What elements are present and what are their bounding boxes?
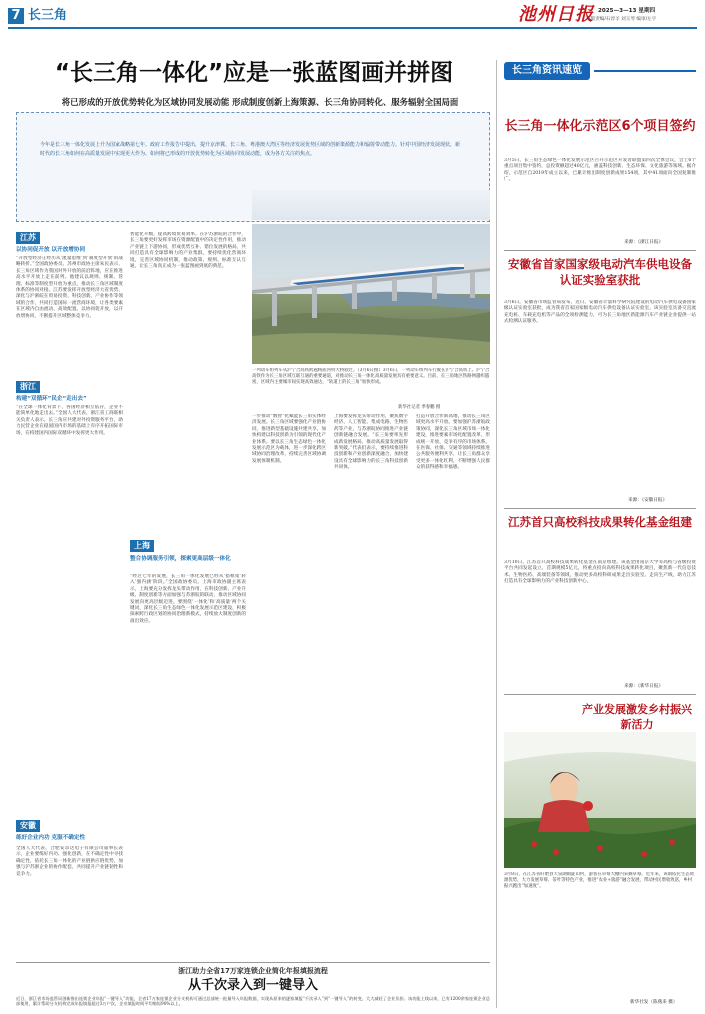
tag-anhui-sub: 练好企业内功 克服不确定性 — [16, 835, 86, 841]
col1-text3: 全国人大代表、合肥安奈达电子有限公司董事长表示，企业要练好内功、强化创新，在不确定性中寻找确定性，依托长三角一体化的产业链供应链优势，加强与沪苏浙企业的协作配套，共同提升产业链韧性和竞争力。 — [16, 846, 123, 877]
col1-text2: “在全球一体化背景下，各国经济相互依存，企业不能简单化地走出去。”全国人大代表、浙江省工商联相关负责人表示，长三角应共建对外投资服务平台，助力民营企业在稳固国内市场的基础上有序开拓国际市场，在构建国内国际双循环中发挥更大作用。 — [16, 405, 123, 436]
news4-title: 产业发展激发乡村振兴新活力 — [582, 703, 692, 731]
masthead-rule — [8, 27, 697, 29]
sidebar-rule-2 — [504, 508, 696, 509]
photo-caption: 一列动车组列车从沪宁合高铁跨越杨庙河特大桥驶过。（3月6日摄）3月6日，一列动车组列车行驶在沪宁合高铁上。沪宁合高铁作为长三角区域互联互通的重要通道，对推动长三角一体化高质量发展具有重要意义。目前，长三角地区铁路网越织越密，区域内主要城市间实现高效通达，“轨道上的长三角”加快形成。 — [252, 368, 490, 385]
sidebar-header-line — [594, 70, 696, 72]
center-col2: 上海要发挥龙头带动作用，聚焦数字经济、人工智能、集成电路、生物医药等产业，与苏浙皖协同推进产业链创新链融合发展。“长三角要率先形成新发展格局，推动高质量发展取得新突破。”代表们表示，要持续推进科技创新和产业创新深度融合，加快建设具有全球影响力的长三角科技创新共同体。 — [334, 414, 408, 471]
tag-anhui: 安徽 — [16, 820, 40, 832]
center-col1: 一步推动“数智”化赋能长三角实体经济发展。长三角区域要强化产业链协同，推进新型基础设施共建共享，加快构建以科技创新为引领的现代化产业体系。要以长三角生态绿色一体化发展示范区为载体，进一步深化跨区域协同治理改革，持续完善区域协调发展体制机制。 — [252, 414, 326, 464]
tag-zhejiang-sub: 构建“双循环”民企“走出去” — [16, 396, 87, 402]
col1-text: “开放型经济正经历从‘流量思维’到‘制度型开放’的战略转折。”全国政协委员、苏州市政协主席朱民表示，长三角区域作为我国对外开放的前沿阵地，应在推进高水平开放上走在前列。他建议以规则、规制、管理、标准等制度型开放为重点，推动长三角区域制度体系的协同对接。江苏要发挥开放型经济大省优势，深化与沪浙皖在贸易投资、科技创新、产业协作等领域的合作，共同打造国际一流营商环境，让各类要素在区域内自由流动、高效配置。以协同促开放，以开放增协同，不断提升区域整体竞争力。 — [16, 256, 123, 319]
bottom-kicker: 浙江助力全省17万家连锁企业简化年报填报流程 — [178, 967, 328, 975]
news2-credit: 来源：《安徽日报》 — [628, 498, 668, 503]
lead-intro: 今年是长三角一体化发展上升为国家战略第七年。政府工作报告中提出，提升京津冀、长三角、粤港澳大湾区等经济发展优势区域的创新策源能力和辐射带动能力。针对中国经济发展现状，新时代的长三角如何在高质量发展中实现更大作为、如何将已形成的开放优势转化为区域协同发展动能，成为各方关注的焦点。 — [40, 142, 461, 157]
tag-shanghai-sub: 整合协调服务引领，探索更高层级一体化 — [130, 556, 231, 562]
bottom-title: 从千次录入到一键导入 — [187, 978, 318, 993]
center-col3: 打造开放合作新高地，推动长三角区域更高水平开放。要加强沪苏浙皖政策协同，深化长三角区域市场一体化建设，推进要素市场化配置改革，形成统一开放、竞争有序的市场体系。在医保、社保、交通等领域持续推进公共服务便利共享，让长三角群众享受更多一体化红利，不断增强人民群众的获得感和幸福感。 — [416, 414, 490, 471]
news1-title: 长三角一体化示范区6个项目签约 — [504, 119, 696, 134]
bottom-divider — [16, 962, 490, 963]
news3-text: 3月10日，江苏首只高校科技成果转化基金在南京组建。该基金由南京大学等高校与省级投资平台共同发起设立，首期规模5亿元，将重点投向高校科技成果转化项目，聚焦新一代信息技术、生物医药、高端装备等领域，推动更多高校科研成果走出实验室、走向生产线，助力江苏打造具有全球影响力的产业科技创新中心。 — [504, 560, 696, 585]
news2-title: 安徽省首家国家级电动汽车供电设备认证实验室获批 — [508, 257, 692, 287]
bridge-train-illustration — [252, 224, 490, 364]
sidebar-rule-1 — [504, 250, 696, 251]
tag-jiangsu-sub: 以协同促开放 以开放增协同 — [16, 247, 86, 253]
lead-subtitle: 将已形成的开放优势转化为区域协同发展动能 形成制度创新上海策源、长三角协同转化、服务辐射全国局面 — [61, 97, 459, 107]
lead-title: “长三角一体化”应是一张蓝图画并拼图 — [54, 60, 454, 86]
tag-jiangsu: 江苏 — [16, 232, 40, 244]
sidebar-divider — [496, 60, 497, 1008]
col2-text2: “经过七年的发展，长三角一体化发展已经从‘搭框架’转入‘强内涵’阶段。”全国政协委员、上海市政协副主席表示，上海要充分发挥龙头带动作用，在科技创新、产业升级、制度创新等方面加强与苏浙皖的联动，推动区域协同发展向更高层级迈进。要围绕‘一体化’和‘高质量’两个关键词，深化长三角生态绿色一体化发展示范区建设，积极探索跨行政区划的协同治理新模式，持续放大制度创新的溢出效应。 — [130, 574, 246, 624]
news1-credit: 来源：《浙江日报》 — [624, 240, 664, 245]
strawberry-picking-illustration — [504, 732, 696, 868]
news3-credit: 来源：《新华日报》 — [624, 684, 664, 689]
tag-shanghai: 上海 — [130, 540, 154, 552]
news1-text: 3月5日，长三角生态绿色一体化发展示范区召开示范区开发者联盟第四次全体会议，会上6个重点项目集中签约，总投资额超过40亿元，涵盖科技创新、生态环保、文化旅游等领域。据介绍，示范区自2019年成立以来，已累计推出制度创新成果154项，其中41项面向全国复制推广。 — [504, 158, 696, 183]
col2-text: 智能化升级，提高跨境贸易效率。在沪苏浙皖的合作中，长三角要更好发挥市场在资源配置中的决定性作用，推动产业链上下游协同，形成优势互补、错位发展的格局，共同打造具有全球影响力的产业集群。要持续优化营商环境，完善区域协同机制，推动政策、规则、标准互认互通，让长三角真正成为一张蓝图画到底的典范。 — [130, 232, 246, 270]
news4-photo — [504, 732, 696, 868]
photo-credit: 新华社记者 季春鹏 摄 — [398, 405, 441, 410]
page-number-box: 7 — [8, 8, 24, 24]
news-photo-bridge — [252, 224, 490, 364]
sidebar-header-text: 长三角资讯速览 — [504, 62, 590, 80]
news4-caption: 3月8日，在江苏省盱眙县天泉湖镇陡山村，游客在草莓大棚内采摘草莓。近年来，该镇依托生态资源优势，大力发展草莓、茶叶等特色产业，推进“农业+旅游”融合发展，带动村民增收致富，乡村振兴跑出“加速度”。 — [504, 872, 694, 889]
news4-credit: 新华社发（陈燕来 摄） — [630, 1000, 678, 1005]
news2-text: 3月6日，安徽省市场监管局发布，近日，安徽省计量科学研究院建设的电动汽车供电设备国家级认证实验室获批，成为我省首家国家级电动汽车供电设备认证实验室。该实验室具备交直流充电桩、车载充电机等产品的全项检测能力，可为长三角地区新能源汽车产业链企业提供一站式检测认证服务。 — [504, 300, 696, 325]
masthead-logo: 池州日报 — [518, 4, 594, 25]
masthead-editors: 本版责编/石淳羊 刘玉琴 编审/左宇 — [586, 17, 657, 22]
news3-title: 江苏首只高校科技成果转化基金组建 — [508, 515, 692, 529]
sidebar-rule-3 — [504, 694, 696, 695]
bottom-text: 近日，浙江省市场监管局创新推出连锁企业年报“一键导入”功能，全省17万家连锁企业分支机构可通过总部统一批量导入年报数据，实现从原来的逐家填报“千次录入”到“一键导入”的转变，大大减轻了企业负担。该功能上线以来，已有1200余家连锁企业总部使用，累计帮助分支机构完成年报填报超过3万户次，企业填报时间平均缩短90%以上。 — [16, 996, 490, 1006]
tag-zhejiang: 浙江 — [16, 381, 40, 393]
sidebar-header — [504, 62, 696, 80]
photo-decor — [252, 190, 490, 220]
section-name: 长三角 — [28, 8, 68, 23]
masthead-date: 2025—3—13 星期四 — [598, 8, 656, 14]
